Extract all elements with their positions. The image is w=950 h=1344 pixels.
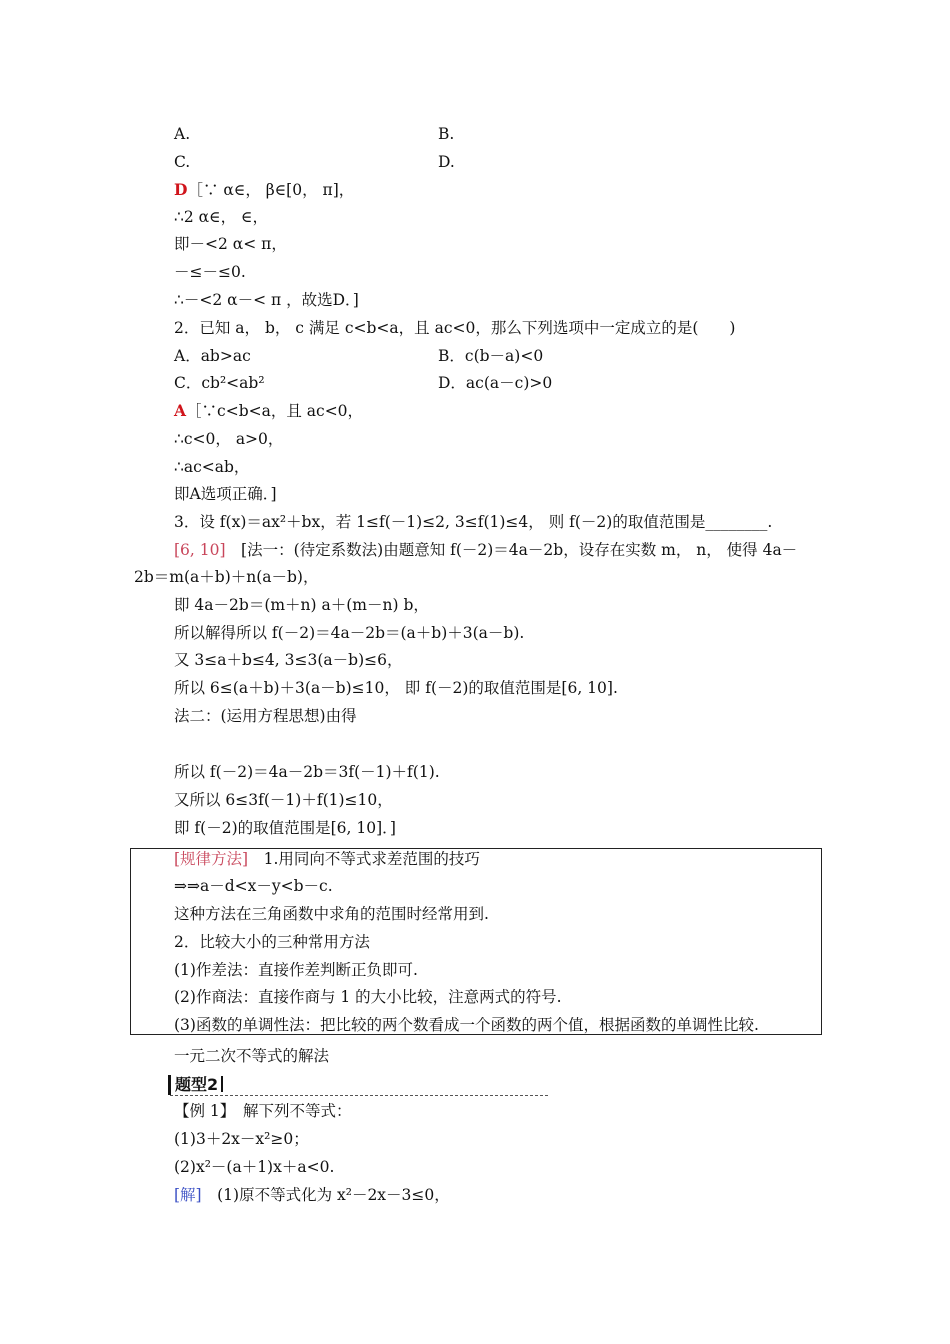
- text-line: [174, 1185, 450, 1205]
- text-line: －≤－≤0.: [174, 263, 246, 281]
- text-line: [174, 180, 354, 200]
- text-span: (1)原不等式化为 x²－2x－3≤0，: [201, 1186, 450, 1204]
- text-line: 即－<2 α< π，: [174, 235, 287, 253]
- text-line: [174, 401, 363, 421]
- section-divider: [170, 1095, 548, 1096]
- text-line: 2．比较大小的三种常用方法: [174, 933, 370, 951]
- text-line: 所以 f(－2)＝4a－2b＝3f(－1)＋f(1).: [174, 763, 440, 781]
- answer-label: A: [174, 401, 187, 420]
- text-line: 又 3≤a＋b≤4, 3≤3(a－b)≤6，: [174, 651, 403, 669]
- answer-label: [解]: [174, 1186, 202, 1204]
- text-span: ［∵c<b<a，且 ac<0，: [186, 402, 364, 420]
- text-line: 所以 6≤(a＋b)＋3(a－b)≤10， 即 f(－2)的取值范围是[6, 10].: [174, 679, 618, 697]
- text-line: 即A选项正确．]: [174, 485, 277, 503]
- text-line: (3)函数的单调性法：把比较的两个数看成一个函数的两个值，根据函数的单调性比较.: [174, 1016, 759, 1034]
- text-line: 3．设 f(x)＝ax²＋bx，若 1≤f(－1)≤2, 3≤f(1)≤4， 则 f(－2)的取值范围是________.: [174, 513, 773, 531]
- text-line: 法二：(运用方程思想)由得: [174, 707, 357, 725]
- answer-label: [规律方法]: [174, 850, 249, 868]
- text-line: ∴2 α∈， ∈，: [174, 208, 268, 226]
- text-line: A.: [174, 125, 191, 143]
- text-line: 2b＝m(a＋b)＋n(a－b)，: [134, 568, 319, 586]
- text-line: C．cb²<ab²: [174, 374, 265, 392]
- text-line: ∴ac<ab，: [174, 458, 250, 476]
- text-span: [法一：(待定系数法)由题意知 f(－2)＝4a－2b，设存在实数 m， n， 使得 4a－: [225, 541, 798, 559]
- option-right: D.: [438, 153, 455, 171]
- method-summary-box: [130, 848, 822, 1035]
- answer-label: D: [174, 180, 188, 199]
- text-line: ∴c<0， a>0，: [174, 430, 284, 448]
- text-line: (2)x²－(a＋1)x＋a<0.: [174, 1158, 335, 1176]
- text-line: 2．已知 a， b， c 满足 c<b<a，且 ac<0，那么下列选项中一定成立的是( ): [174, 319, 736, 337]
- section-tag: 题型2: [168, 1075, 223, 1095]
- text-line: 又所以 6≤3f(－1)＋f(1)≤10，: [174, 791, 393, 809]
- text-span: ［∵ α∈， β∈[0， π]，: [187, 181, 355, 199]
- text-line: [174, 540, 797, 560]
- answer-label: [6, 10]: [174, 541, 226, 559]
- text-line: 一元二次不等式的解法: [174, 1047, 330, 1065]
- text-span: 1.用同向不等式求差范围的技巧: [248, 850, 480, 868]
- text-line: 这种方法在三角函数中求角的范围时经常用到.: [174, 905, 489, 923]
- text-line: ∴－<2 α－< π ，故选D．]: [174, 291, 359, 309]
- option-right: B．c(b－a)<0: [438, 347, 544, 365]
- text-line: (1)3＋2x－x²≥0；: [174, 1130, 309, 1148]
- text-line: C.: [174, 153, 191, 171]
- text-line: (1)作差法：直接作差判断正负即可.: [174, 961, 418, 979]
- text-line: ⇒⇒a－d<x－y<b－c.: [174, 877, 333, 895]
- text-line: (2)作商法：直接作商与 1 的大小比较，注意两式的符号.: [174, 988, 562, 1006]
- text-line: 所以解得所以 f(－2)＝4a－2b＝(a＋b)＋3(a－b).: [174, 624, 525, 642]
- option-right: B.: [438, 125, 455, 143]
- option-right: D．ac(a－c)>0: [438, 374, 553, 392]
- text-line: 即 f(－2)的取值范围是[6, 10]．]: [174, 819, 396, 837]
- text-line: 即 4a－2b＝(m＋n) a＋(m－n) b，: [174, 596, 429, 614]
- text-line: A．ab>ac: [174, 347, 251, 365]
- text-line: 【例 1】 解下列不等式：: [174, 1102, 352, 1120]
